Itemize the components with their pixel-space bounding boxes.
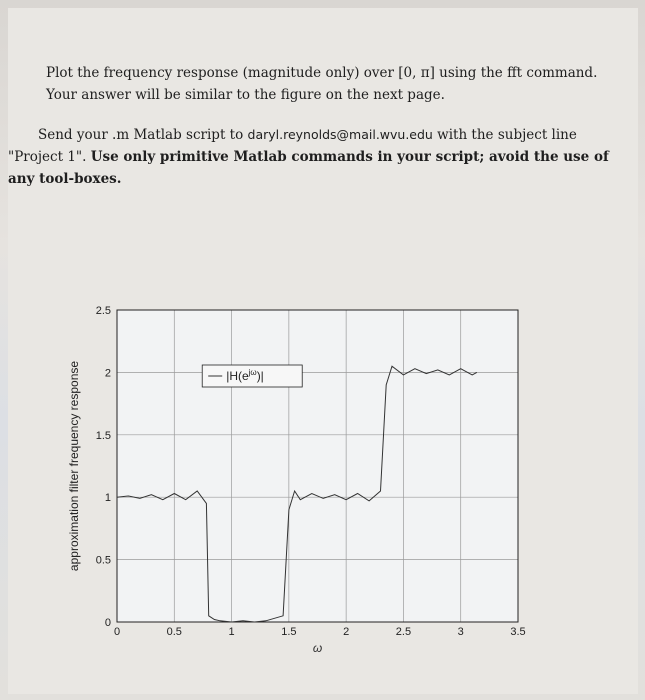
x-tick-label: 3.5	[510, 626, 526, 638]
plot-background	[117, 310, 518, 622]
y-tick-label: 0	[104, 617, 111, 629]
y-tick-label: 1	[104, 492, 111, 505]
email-address: daryl.reynolds@mail.wvu.edu	[247, 127, 433, 142]
primitive-commands-note: Use only primitive Matlab commands in your script; avoid the use of any tool-boxes.	[8, 149, 609, 187]
x-tick-labels	[114, 626, 526, 638]
y-tick-labels	[96, 305, 111, 629]
y-axis-label: approximation filter frequency response	[67, 360, 81, 572]
legend-label: $|H(e^{j\omega})|$	[226, 368, 264, 383]
x-tick-label: 1	[228, 626, 235, 638]
instruction-line-1: Plot the frequency response (magnitude only) over [0, π] using the fft command.	[46, 65, 598, 81]
instruction-line-2: Your answer will be similar to the figure on the next page.	[46, 87, 445, 103]
x-axis-label: ω	[312, 641, 323, 655]
chart-legend	[202, 365, 302, 387]
subject-line-text: with the subject line "Project 1".	[8, 127, 577, 165]
y-tick-label: 2	[104, 367, 111, 380]
chart-grid	[117, 310, 518, 622]
x-tick-label: 1.5	[281, 626, 297, 638]
y-tick-label: 2.5	[95, 305, 111, 317]
x-tick-label: 0	[113, 626, 121, 638]
x-tick-label: 3	[457, 626, 464, 638]
x-tick-label: 2	[343, 626, 350, 638]
send-instruction-text: Send your .m Matlab script to	[38, 127, 248, 143]
x-tick-label: 0.5	[166, 626, 182, 638]
y-tick-label: 1.5	[95, 429, 111, 442]
x-tick-label: 2.5	[395, 626, 412, 638]
y-tick-label: 0.5	[95, 554, 111, 567]
